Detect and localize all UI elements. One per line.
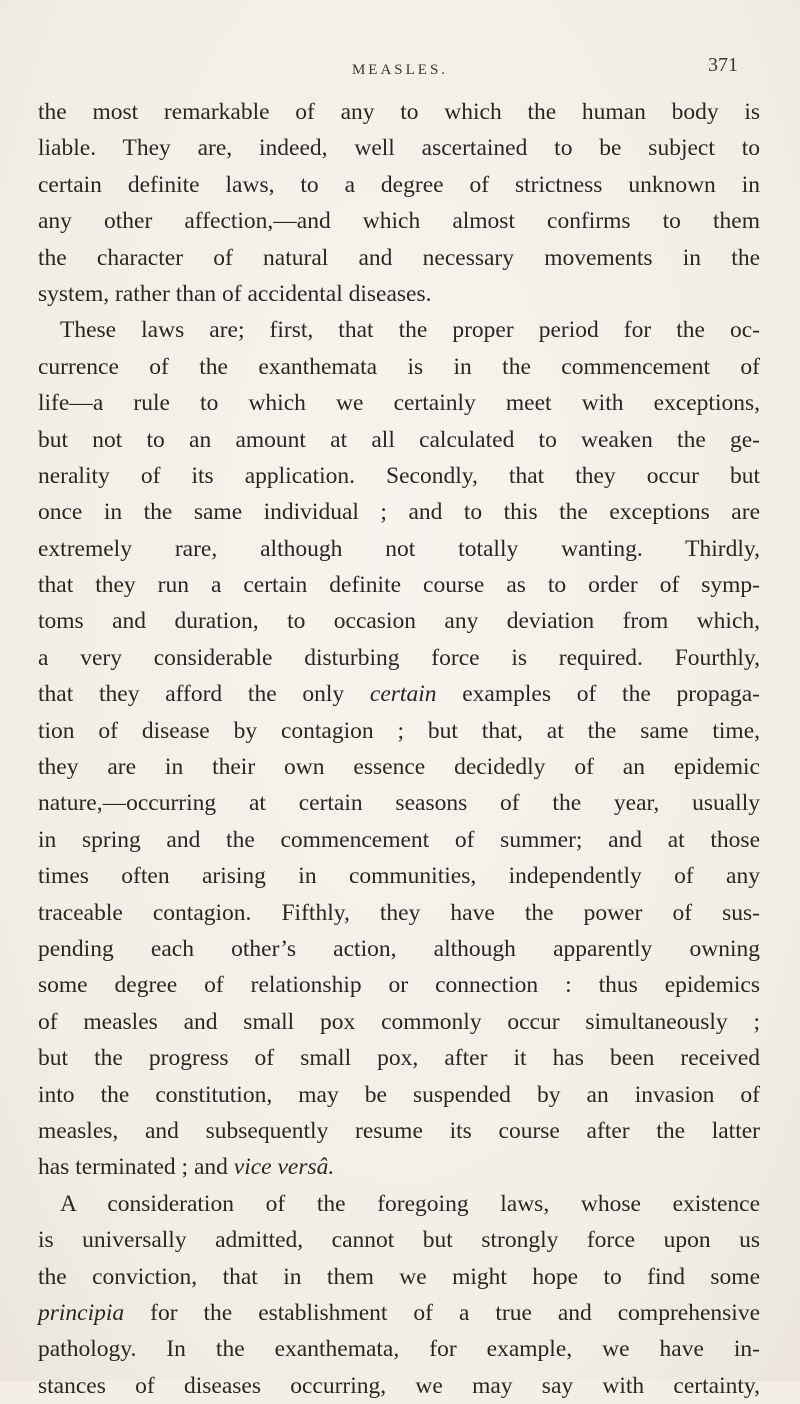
text-line: measles, and subsequently resume its course after the latter (38, 1117, 760, 1144)
text-line: extremely rare, although not totally wanting. Thirdly, (38, 535, 760, 562)
text-line (38, 1149, 760, 1185)
text-line: the character of natural and necessary movements in the (38, 244, 760, 271)
text-line: that they run a certain definite course as to order of symp- (38, 572, 760, 599)
text-line (38, 1295, 760, 1331)
italic-text: principia (38, 1299, 125, 1326)
text-segment: that they afford the only (38, 681, 370, 708)
text-line: stances of diseases occurring, we may say with certainty, (38, 1372, 760, 1399)
text-segment: has terminated ; and (38, 1154, 234, 1181)
running-title: MEASLES. (351, 62, 449, 78)
text-line (38, 676, 760, 712)
text-line: a very considerable disturbing force is required. Fourthly, (38, 644, 760, 671)
text-line: currence of the exanthemata is in the commencement of (38, 353, 760, 380)
text-line: pathology. In the exanthemata, for example, we have in- (38, 1336, 760, 1363)
text-line: toms and duration, to occasion any deviation from which, (38, 608, 760, 635)
text-line: life—a rule to which we certainly meet with exceptions, (38, 390, 760, 417)
text-line: nature,—occurring at certain seasons of the year, usually (38, 790, 760, 817)
text-line: some degree of relationship or connection : thus epidemics (38, 972, 760, 999)
page-number: 371 (708, 54, 738, 76)
text-segment: for the establishment of a true and comprehensive (124, 1299, 760, 1326)
text-line: liable. They are, indeed, well ascertained to be subject to (38, 135, 760, 162)
text-line: but the progress of small pox, after it has been received (38, 1045, 760, 1072)
running-head (0, 54, 800, 86)
text-line: in spring and the commencement of summer; and at those (38, 826, 760, 853)
text-line: is universally admitted, cannot but strongly force upon us (38, 1227, 760, 1254)
text-line: of measles and small pox commonly occur simultaneously ; (38, 1008, 760, 1035)
text-line: times often arising in communities, independently of any (38, 863, 760, 890)
italic-text: vice versâ. (233, 1154, 335, 1181)
text-line: tion of disease by contagion ; but that, at the same time, (38, 717, 760, 744)
text-line: any other affection,—and which almost confirms to them (38, 208, 760, 235)
text-line: pending each other’s action, although apparently owning (38, 935, 760, 962)
text-line: system, rather than of accidental diseases. (38, 280, 432, 307)
text-line: nerality of its application. Secondly, that they occur but (38, 462, 760, 489)
text-line: the most remarkable of any to which the human body is (38, 99, 760, 125)
text-line: into the constitution, may be suspended by an invasion of (38, 1081, 760, 1108)
text-line: but not to an amount at all calculated to weaken the ge- (38, 426, 760, 453)
italic-text: certain (369, 681, 437, 708)
text-segment: examples of the propaga- (436, 681, 761, 708)
body-text (38, 94, 760, 1404)
text-line: once in the same individual ; and to this the exceptions are (38, 499, 760, 526)
text-line: they are in their own essence decidedly of an epidemic (38, 754, 760, 781)
text-line: the conviction, that in them we might hope to find some (38, 1263, 760, 1290)
text-line: A consideration of the foregoing laws, whose existence (60, 1190, 760, 1217)
text-line: traceable contagion. Fifthly, they have the power of sus- (38, 899, 760, 926)
text-line: These laws are; first, that the proper period for the oc- (60, 317, 760, 344)
text-line: certain definite laws, to a degree of strictness unknown in (38, 171, 760, 198)
